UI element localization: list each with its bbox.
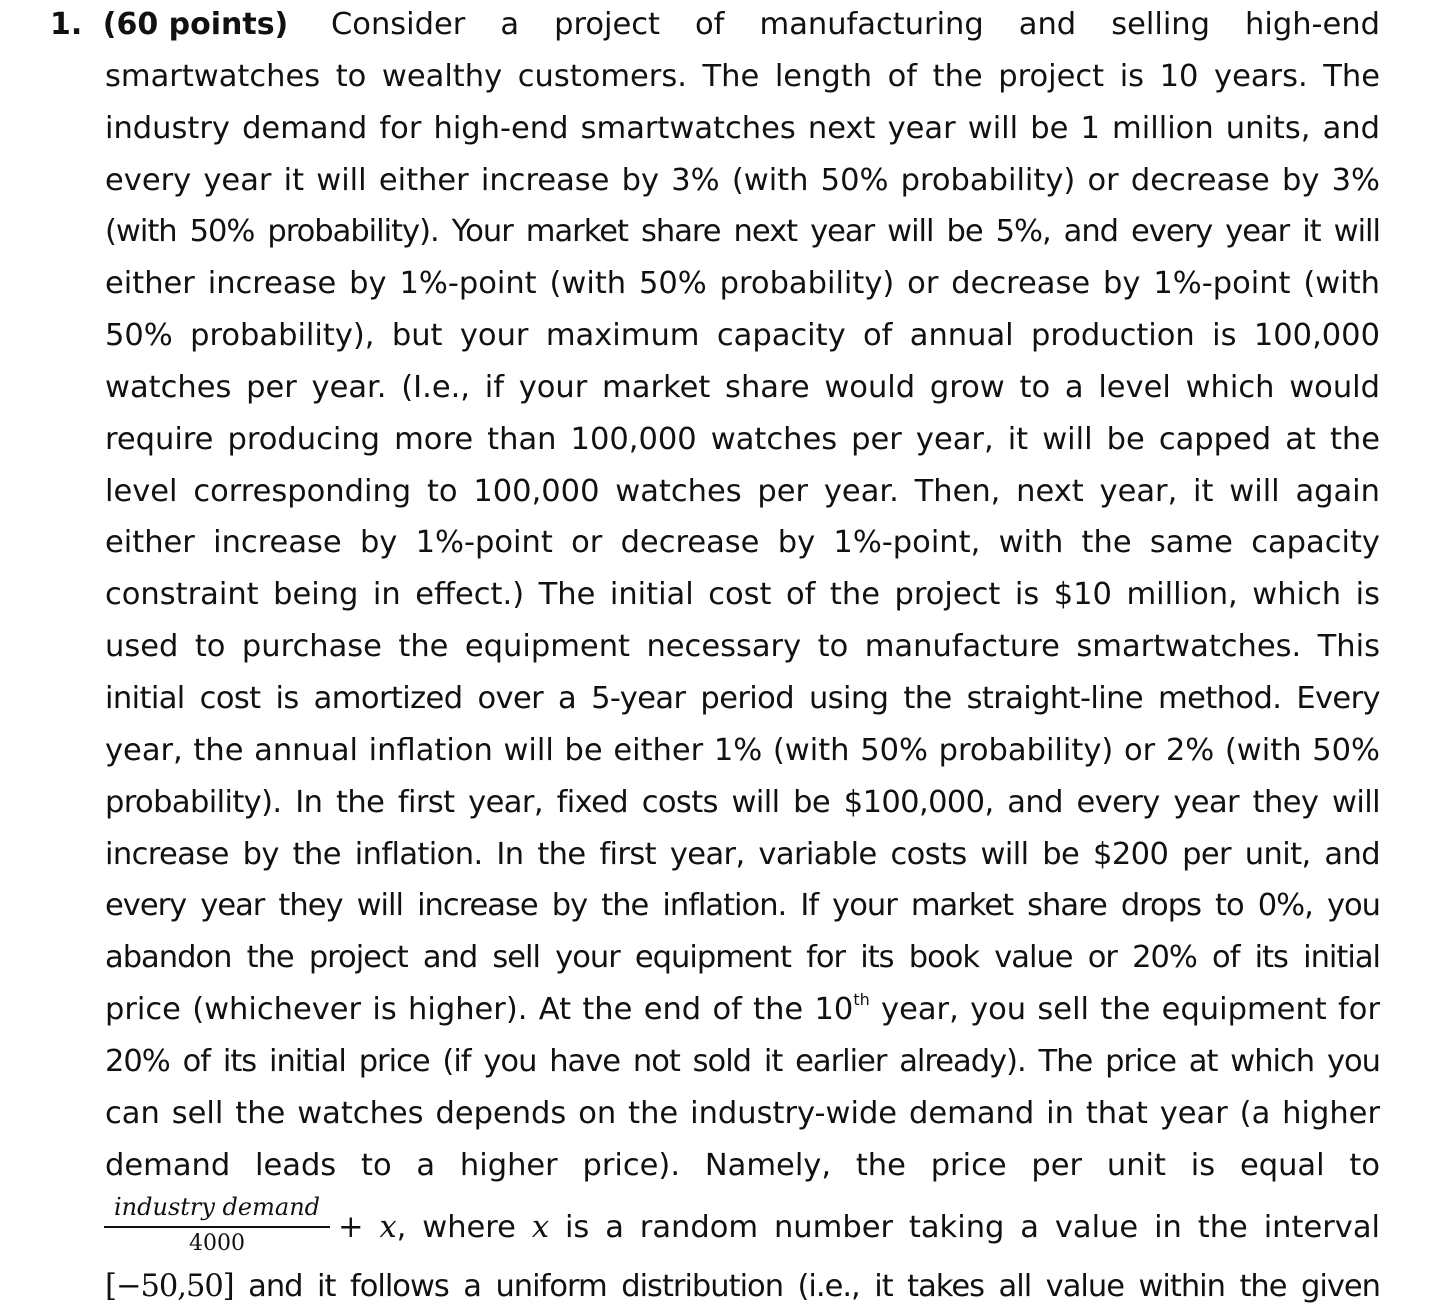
text-line-20-before: price (whichever is higher). At the end of the 10 (105, 992, 854, 1027)
text-line-9: require producing more than 100,000 watches per year, it will be capped at the (105, 422, 1380, 457)
text-line-16: probability). In the first year, fixed costs will be $100,000, and every year they will (105, 785, 1380, 820)
text-line-23: demand leads to a higher price). Namely, the price per unit is equal to (105, 1148, 1380, 1183)
plus-sign: + (338, 1210, 364, 1245)
text-line-5: (with 50% probability). Your market share next year will be 5%, and every year it will (105, 214, 1380, 249)
text-line-12: constraint being in effect.) The initial cost of the project is $10 million, which is (105, 577, 1380, 612)
text-line-13: used to purchase the equipment necessary to manufacture smartwatches. This (105, 629, 1380, 664)
fraction-denominator: 4000 (189, 1231, 245, 1256)
text-line-17: increase by the inflation. In the first year, variable costs will be $200 per unit, and (105, 837, 1380, 872)
text-line-3: industry demand for high-end smartwatches next year will be 1 million units, and (105, 111, 1380, 146)
question-points: (60 points) (102, 7, 289, 42)
text-line-1: Consider a project of manufacturing and selling high-end (331, 7, 1380, 42)
question-number (50, 3, 288, 47)
text-line-10: level corresponding to 100,000 watches per year. Then, next year, it will again (105, 474, 1380, 509)
text-line-18: every year they will increase by the inflation. If your market share drops to 0%, you (105, 888, 1380, 923)
text-line-2: smartwatches to wealthy customers. The length of the project is 10 years. The (105, 59, 1380, 94)
formula-text-where: , where (396, 1210, 516, 1245)
ordinal-superscript: th (853, 990, 870, 1009)
variable-x-second: x (531, 1210, 550, 1245)
variable-x: x (379, 1210, 397, 1245)
text-line-25-rest: and it follows a uniform distribution (i.e., it takes all value within the given (233, 1269, 1380, 1304)
text-line-7: 50% probability), but your maximum capacity of annual production is 100,000 (105, 318, 1380, 353)
formula-continuation (338, 1206, 1380, 1250)
text-line-15: year, the annual inflation will be either 1% (with 50% probability) or 2% (with 50% (105, 733, 1380, 768)
text-line-20 (105, 988, 1380, 1032)
price-fraction (104, 1190, 330, 1262)
interval-notation: [−50,50] (105, 1269, 234, 1304)
text-line-22: can sell the watches depends on the industry-wide demand in that year (a higher (105, 1096, 1380, 1131)
text-line-8: watches per year. (I.e., if your market share would grow to a level which would (105, 370, 1380, 405)
text-line-25 (105, 1265, 1380, 1309)
text-line-14: initial cost is amortized over a 5-year period using the straight-line method. Every (105, 681, 1380, 716)
text-line-6: either increase by 1%-point (with 50% probability) or decrease by 1%-point (with (105, 266, 1380, 301)
text-line-21: 20% of its initial price (if you have not sold it earlier already). The price at which you (105, 1044, 1380, 1079)
formula-text-interval: is a random number taking a value in the interval (564, 1210, 1380, 1245)
text-line-19: abandon the project and sell your equipment for its book value or 20% of its initial (105, 940, 1380, 975)
question-number-label: 1. (50, 7, 83, 42)
text-line-11: either increase by 1%-point or decrease by 1%-point, with the same capacity (105, 525, 1380, 560)
text-line-20-after: year, you sell the equipment for (869, 992, 1380, 1027)
fraction-numerator: industry demand (113, 1193, 321, 1221)
text-line-4: every year it will either increase by 3% (with 50% probability) or decrease by 3% (105, 163, 1380, 198)
